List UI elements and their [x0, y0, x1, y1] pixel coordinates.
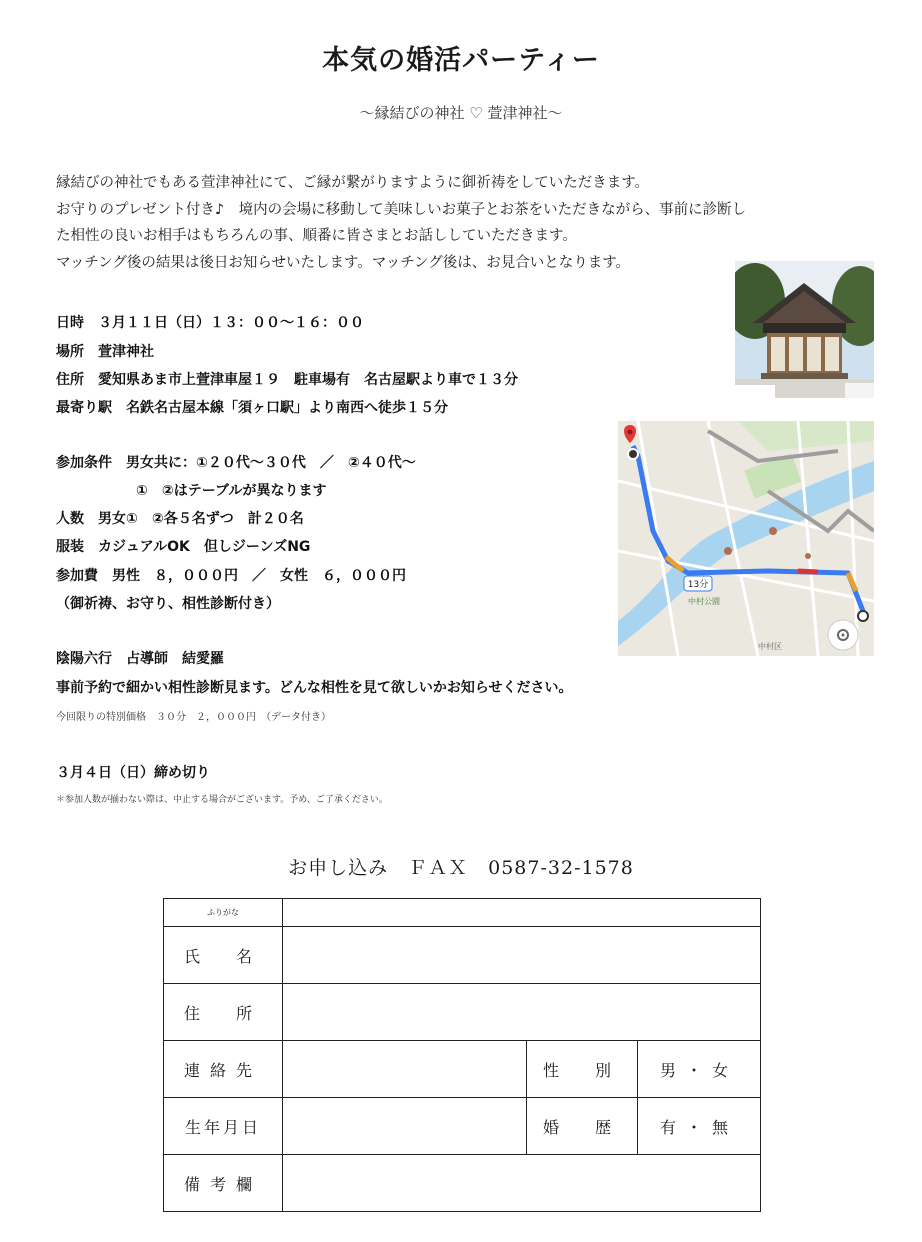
name-label: 氏 名	[164, 927, 283, 984]
eligibility: 参加条件 男女共に：①２０代～３０代 ／ ②４０代～	[56, 455, 416, 471]
event-address: 住所 愛知県あま市上萱津車屋１９ 駐車場有 名古屋駅より車で１３分	[56, 372, 518, 388]
intro-line: お守りのプレゼント付き♪ 境内の会場に移動して美味しいお菓子とお茶をいただきながら、事前に診断し	[56, 201, 747, 218]
dress-code: 服装 カジュアルOK 但しジーンズNG	[56, 539, 311, 555]
deadline: ３月４日（日）締め切り	[56, 765, 210, 781]
birthdate-label: 生年月日	[164, 1098, 283, 1155]
gender-label: 性 別	[527, 1041, 638, 1098]
furigana-field[interactable]	[283, 899, 761, 927]
map-ward-label: 中村区	[758, 642, 782, 651]
page-subtitle: ～縁結びの神社 ♡ 萱津神社～	[359, 104, 563, 122]
map-park-label: 中村公園	[688, 597, 720, 606]
remarks-field[interactable]	[283, 1155, 761, 1212]
participant-count: 人数 男女① ②各５名ずつ 計２０名	[56, 511, 304, 527]
fee-note: （御祈祷、お守り、相性診断付き）	[56, 596, 280, 612]
event-datetime: 日時 ３月１１日（日）１３：００～１６：００	[56, 315, 364, 331]
event-place: 場所 萱津神社	[56, 344, 154, 360]
intro-line: た相性の良いお相手はもちろんの事、順番に皆さまとお話ししていただきます。	[56, 228, 577, 244]
name-field[interactable]	[283, 927, 761, 984]
address-label: 住 所	[164, 984, 283, 1041]
fortune-line: 事前予約で細かい相性診断見ます。どんな相性を見て欲しいかお知らせください。	[56, 680, 573, 696]
gender-options[interactable]: 男・女	[638, 1041, 761, 1098]
fax-number: お申し込み ＦＡＸ 0587-32-1578	[288, 857, 634, 879]
remarks-label: 備考欄	[164, 1155, 283, 1212]
deadline-note: ＊参加人数が揃わない際は、中止する場合がございます。予め、ご了承ください。	[56, 795, 388, 805]
application-form	[163, 898, 761, 1212]
marital-options[interactable]: 有・無	[638, 1098, 761, 1155]
eligibility-note: ① ②はテーブルが異なります	[136, 483, 327, 499]
intro-line: 縁結びの神社でもある萱津神社にて、ご縁が繋がりますように御祈祷をしていただきます。	[56, 175, 650, 191]
event-station: 最寄り駅 名鉄名古屋本線「須ヶ口駅」より南西へ徒歩１５分	[56, 400, 448, 416]
shrine-illustration	[735, 261, 874, 398]
shrine-photo	[735, 261, 874, 398]
contact-field[interactable]	[283, 1041, 527, 1098]
intro-line: マッチング後の結果は後日お知らせいたします。マッチング後は、お見合いとなります。	[56, 254, 631, 271]
map-illustration	[618, 421, 874, 656]
page-title: 本気の婚活パーティー	[322, 45, 600, 76]
contact-label: 連絡先	[164, 1041, 283, 1098]
furigana-label: ふりがな	[164, 899, 283, 927]
marital-label: 婚 歴	[527, 1098, 638, 1155]
map-duration-label: 13分	[687, 580, 709, 590]
route-map[interactable]	[618, 421, 874, 656]
birthdate-field[interactable]	[283, 1098, 527, 1155]
address-field[interactable]	[283, 984, 761, 1041]
fortune-price: 今回限りの特別価格 ３０分 ２，０００円 （データ付き）	[56, 712, 331, 723]
participation-fee: 参加費 男性 ８，０００円 ／ 女性 ６，０００円	[56, 568, 406, 584]
fortune-heading: 陰陽六行 占導師 結愛羅	[56, 651, 224, 667]
